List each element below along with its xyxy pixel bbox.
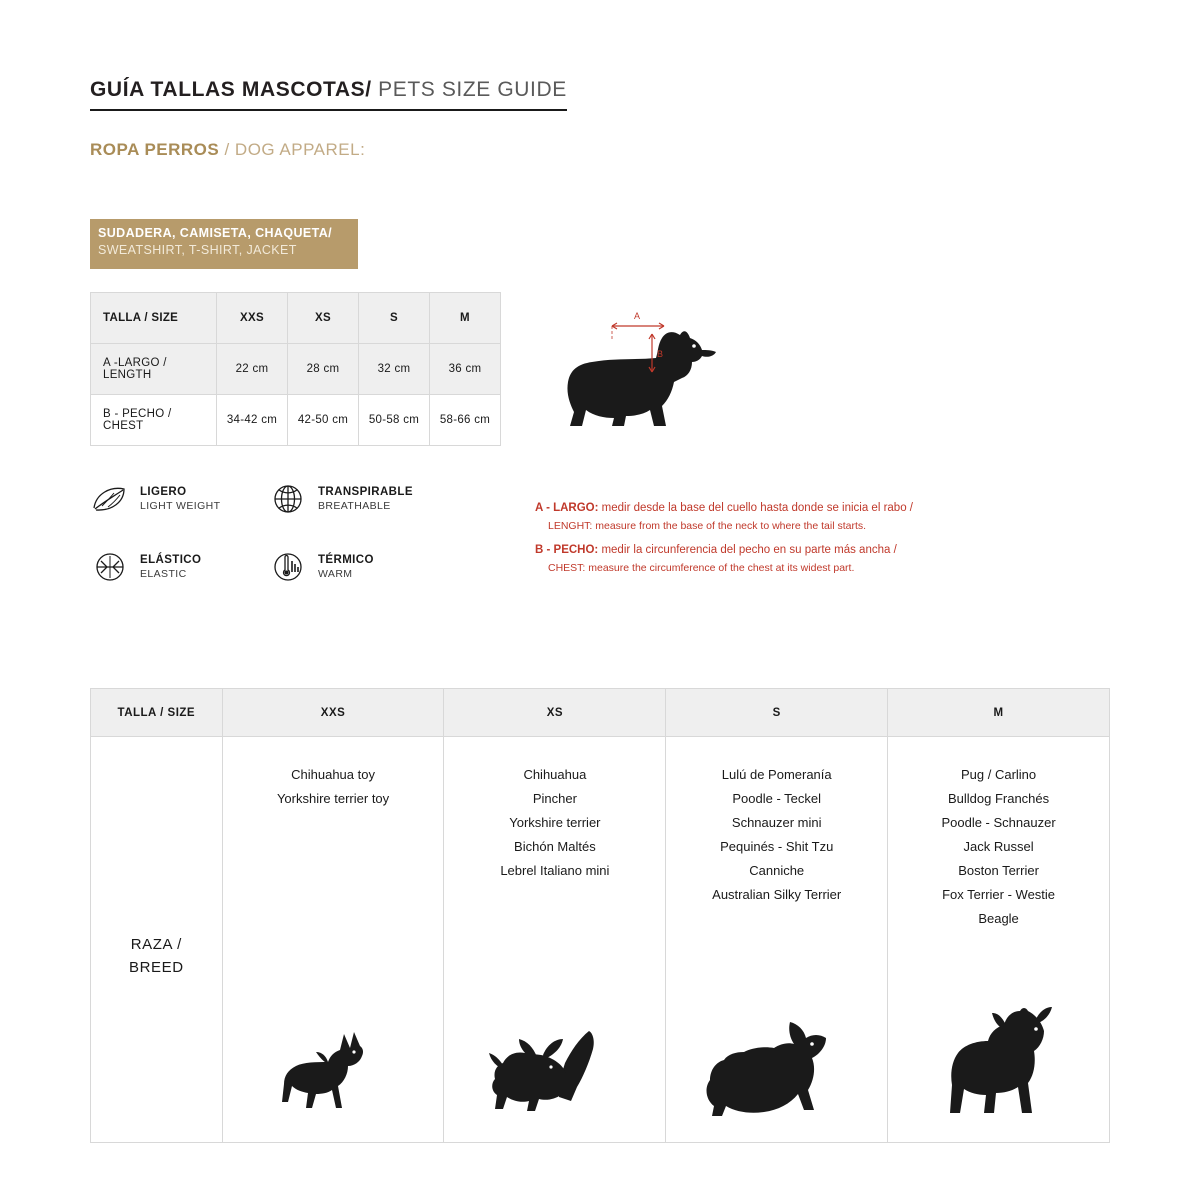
breed-size-table bbox=[90, 688, 1110, 1143]
feature-label-en: ELASTIC bbox=[140, 567, 187, 580]
breed-row-label-line2: BREED bbox=[128, 958, 184, 976]
breed-list-s bbox=[667, 763, 886, 907]
breed-table-header-row bbox=[91, 689, 1110, 737]
feature-text bbox=[140, 485, 220, 513]
list-item: Bulldog Franchés bbox=[947, 791, 1050, 807]
list-item: Poodle - Schnauzer bbox=[941, 815, 1056, 831]
note-length-es bbox=[535, 502, 913, 514]
note-chest-en: CHEST: measure the circumference of the chest at its widest part. bbox=[548, 561, 855, 574]
thermometer-icon bbox=[268, 548, 308, 586]
header-cell-s: S bbox=[359, 293, 430, 344]
bulldog-silhouette bbox=[888, 1005, 1109, 1128]
note-chest-text: medir la circunferencia del pecho en su parte más ancha / bbox=[598, 544, 897, 557]
header-cell-xxs: XXS bbox=[217, 293, 288, 344]
list-item: Beagle bbox=[978, 911, 1019, 927]
row-label-length: A -LARGO / LENGTH bbox=[91, 344, 217, 395]
breed-header-xxs: XXS bbox=[222, 689, 444, 737]
note-chest-es bbox=[535, 544, 897, 556]
list-item: Yorkshire terrier bbox=[509, 815, 601, 831]
feature-warm bbox=[268, 548, 374, 586]
breed-list-xxs bbox=[224, 763, 443, 811]
breed-table-row bbox=[91, 737, 1110, 1143]
cell-chest-xs: 42-50 cm bbox=[288, 395, 359, 446]
breed-header-s: S bbox=[666, 689, 888, 737]
header-cell-m: M bbox=[430, 293, 501, 344]
row-label-chest: B - PECHO / CHEST bbox=[91, 395, 217, 446]
table-row bbox=[91, 344, 501, 395]
cell-chest-s: 50-58 cm bbox=[359, 395, 430, 446]
subtitle-strong: ROPA PERROS bbox=[90, 140, 220, 159]
list-item: Lebrel Italiano mini bbox=[500, 863, 610, 879]
diagram-label-a: A bbox=[634, 311, 641, 321]
breed-header-m: M bbox=[888, 689, 1110, 737]
breathable-icon bbox=[268, 480, 308, 518]
feature-label-es: ELÁSTICO bbox=[140, 554, 202, 567]
feature-breathable bbox=[268, 480, 413, 518]
feature-label-es: LIGERO bbox=[140, 486, 187, 499]
list-item: Yorkshire terrier toy bbox=[276, 791, 390, 807]
header-cell-size: TALLA / SIZE bbox=[91, 293, 217, 344]
table-row bbox=[91, 395, 501, 446]
feather-icon bbox=[90, 480, 130, 518]
feature-text bbox=[318, 485, 413, 513]
measurement-notes bbox=[535, 500, 1095, 584]
list-item: Jack Russel bbox=[963, 839, 1034, 855]
table-header-row bbox=[91, 293, 501, 344]
note-length bbox=[535, 500, 1095, 534]
list-item: Chihuahua toy bbox=[291, 767, 375, 782]
breed-list-xs bbox=[445, 763, 664, 883]
header-cell-xs: XS bbox=[288, 293, 359, 344]
breed-header-size: TALLA / SIZE bbox=[91, 689, 223, 737]
elastic-icon bbox=[90, 548, 130, 586]
cell-length-m: 36 cm bbox=[430, 344, 501, 395]
diagram-label-b: B bbox=[657, 349, 664, 359]
list-item: Schnauzer mini bbox=[731, 815, 822, 831]
list-item: Pincher bbox=[532, 791, 577, 807]
breed-cell-xs bbox=[444, 737, 666, 1143]
breed-cell-xxs bbox=[222, 737, 444, 1143]
note-length-text: medir desde la base del cuello hasta donde se inicia el rabo / bbox=[598, 502, 913, 514]
note-chest-key: B - PECHO: bbox=[535, 544, 599, 557]
feature-text bbox=[140, 553, 201, 581]
list-item: Pequinés - Shit Tzu bbox=[720, 839, 834, 855]
breed-cell-m bbox=[888, 737, 1110, 1143]
feature-label-es: TÉRMICO bbox=[318, 554, 374, 567]
feature-text bbox=[318, 553, 374, 581]
feature-label-en: BREATHABLE bbox=[318, 499, 391, 512]
subtitle-light: / DOG APPAREL: bbox=[219, 140, 366, 159]
cell-length-xs: 28 cm bbox=[288, 344, 359, 395]
breed-row-label-text bbox=[92, 738, 221, 979]
list-item: Fox Terrier - Westie bbox=[942, 887, 1056, 903]
list-item: Chihuahua bbox=[523, 767, 587, 782]
cell-chest-xxs: 34-42 cm bbox=[217, 395, 288, 446]
note-chest bbox=[535, 542, 1095, 576]
title-block bbox=[90, 78, 567, 111]
feature-lightweight bbox=[90, 480, 220, 518]
feature-label-en: LIGHT WEIGHT bbox=[140, 499, 221, 512]
list-item: Australian Silky Terrier bbox=[712, 887, 842, 903]
dog-silhouette bbox=[567, 331, 716, 426]
size-measurements-table bbox=[90, 292, 501, 446]
cell-length-s: 32 cm bbox=[359, 344, 430, 395]
list-item: Bichón Maltés bbox=[514, 839, 596, 855]
category-band bbox=[90, 219, 358, 269]
breed-cell-s bbox=[666, 737, 888, 1143]
breed-header-xs: XS bbox=[444, 689, 666, 737]
feature-label-en: WARM bbox=[318, 567, 353, 580]
cell-chest-m: 58-66 cm bbox=[430, 395, 501, 446]
list-item: Canniche bbox=[749, 863, 805, 879]
breed-row-label bbox=[91, 737, 223, 1143]
chihuahua-silhouette bbox=[223, 1028, 444, 1128]
section-subtitle bbox=[90, 140, 365, 160]
pomeranian-silhouette bbox=[666, 1018, 887, 1128]
note-length-key: A - LARGO: bbox=[535, 502, 599, 514]
papillon-silhouette bbox=[444, 1023, 665, 1128]
dog-measurement-diagram bbox=[530, 300, 850, 460]
page-title-light: PETS SIZE GUIDE bbox=[371, 78, 567, 101]
breed-list-m bbox=[889, 763, 1108, 931]
page-title-bold: GUÍA TALLAS MASCOTAS/ bbox=[90, 78, 372, 101]
category-label-en: SWEATSHIRT, T-SHIRT, JACKET bbox=[98, 242, 297, 257]
list-item: Boston Terrier bbox=[958, 863, 1039, 879]
breed-row-label-line1: RAZA / bbox=[130, 936, 182, 953]
list-item: Pug / Carlino bbox=[960, 767, 1037, 782]
note-length-en: LENGHT: measure from the base of the neck to where the tail starts. bbox=[548, 519, 867, 532]
feature-elastic bbox=[90, 548, 201, 586]
cell-length-xxs: 22 cm bbox=[217, 344, 288, 395]
list-item: Lulú de Pomeranía bbox=[721, 767, 832, 782]
feature-label-es: TRANSPIRABLE bbox=[318, 486, 413, 499]
category-label-es: SUDADERA, CAMISETA, CHAQUETA/ bbox=[98, 226, 333, 240]
list-item: Poodle - Teckel bbox=[732, 791, 822, 807]
page-title bbox=[90, 78, 567, 111]
